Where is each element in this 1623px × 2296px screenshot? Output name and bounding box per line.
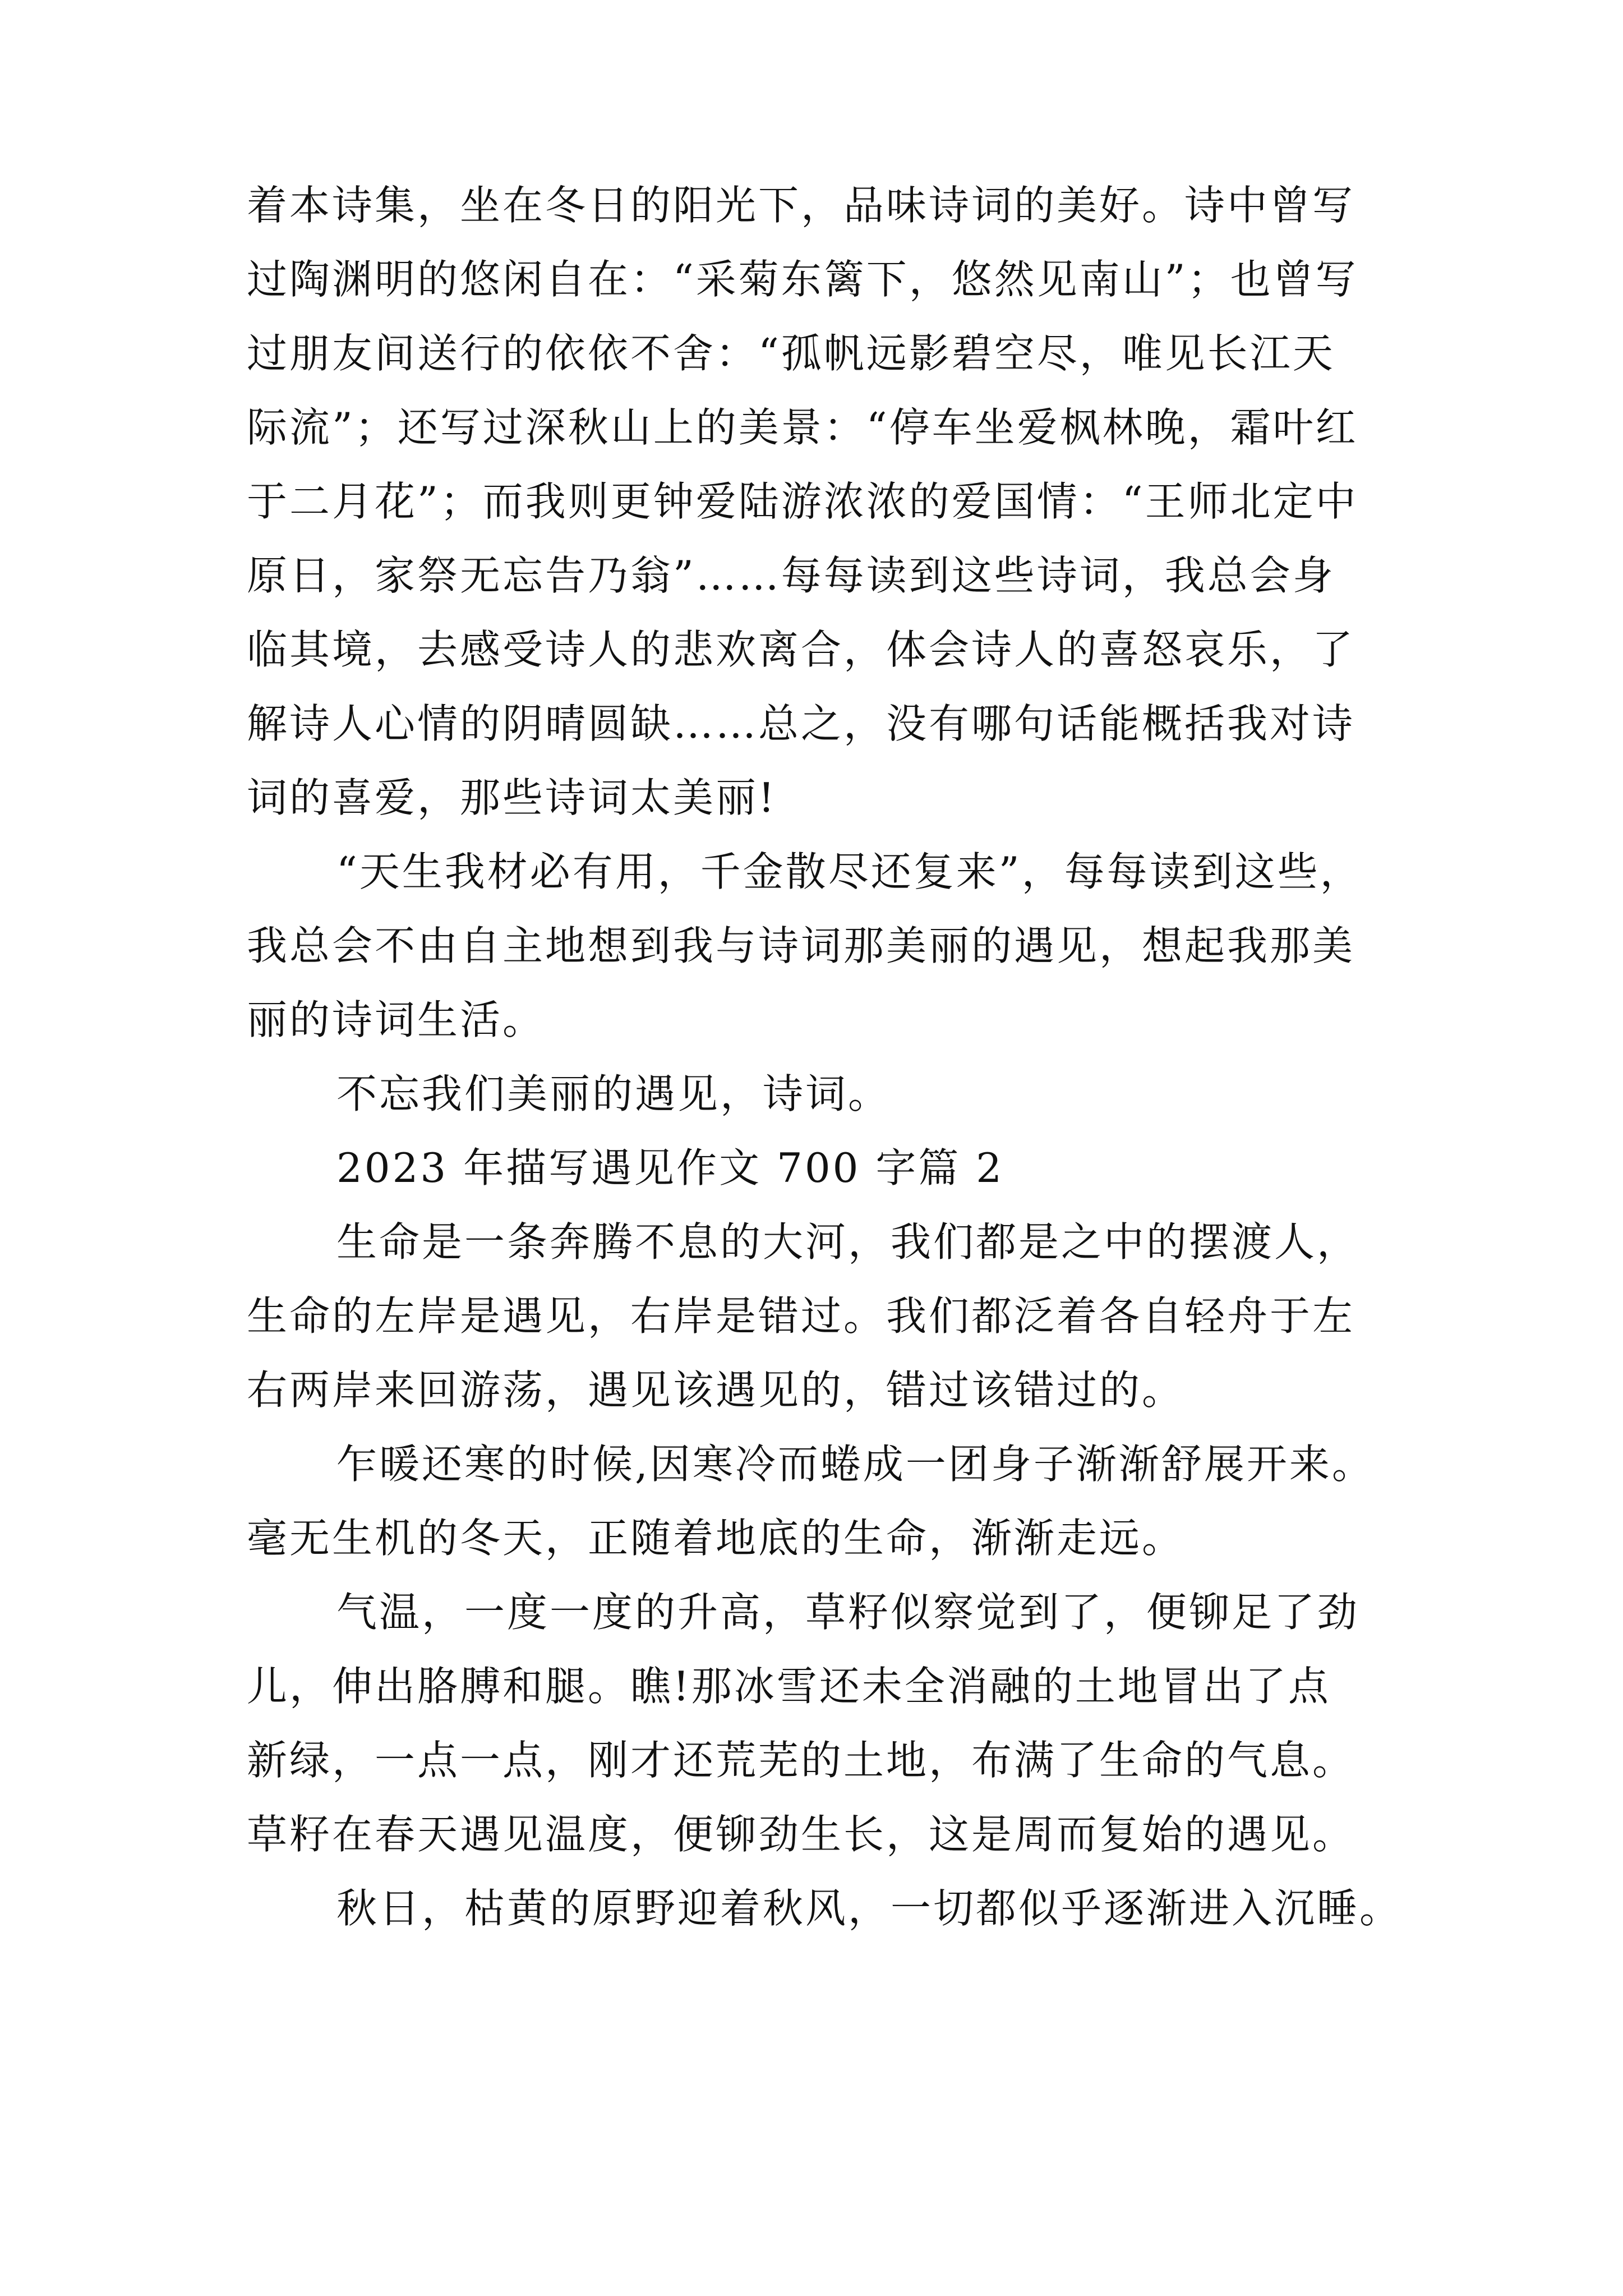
text-line: 词的喜爱，那些诗词太美丽! <box>247 774 777 821</box>
text-line: 乍暖还寒的时候,因寒冷而蜷成一团身子渐渐舒展开来。 <box>336 1441 1375 1488</box>
text-line: 解诗人心情的阴晴圆缺……总之，没有哪句话能概括我对诗 <box>247 700 1355 747</box>
text-line: 生命是一条奔腾不息的大河，我们都是之中的摆渡人， <box>336 1218 1360 1266</box>
paragraph-7 <box>247 1575 1413 1871</box>
section-heading <box>247 1131 1413 1205</box>
paragraph-8 <box>247 1871 1413 1945</box>
text-line: 不忘我们美丽的遇见，诗词。 <box>336 1070 891 1117</box>
text-line: 着本诗集，坐在冬日的阳光下，品味诗词的美好。诗中曾写 <box>247 182 1355 229</box>
text-line: 际流”；还写过深秋山上的美景：“停车坐爱枫林晚，霜叶红 <box>247 404 1358 451</box>
paragraph-1 <box>247 168 1413 835</box>
text-line: 右两岸来回游荡，遇见该遇见的，错过该错过的。 <box>247 1366 1185 1414</box>
text-line: 我总会不由自主地想到我与诗词那美丽的遇见，想起我那美 <box>247 922 1355 969</box>
text-line: 过陶渊明的悠闲自在：“采菊东篱下，悠然见南山”；也曾写 <box>247 256 1358 303</box>
paragraph-5 <box>247 1205 1413 1427</box>
text-line: 丽的诗词生活。 <box>247 996 546 1043</box>
paragraph-3 <box>247 1057 1413 1131</box>
paragraph-2 <box>247 835 1413 1057</box>
text-line: 生命的左岸是遇见，右岸是错过。我们都泛着各自轻舟于左 <box>247 1292 1355 1340</box>
text-line: 草籽在春天遇见温度，便铆劲生长，这是周而复始的遇见。 <box>247 1811 1355 1858</box>
text-line: 秋日，枯黄的原野迎着秋风，一切都似乎逐渐进入沉睡。 <box>336 1885 1403 1932</box>
text-line: 新绿，一点一点，刚才还荒芜的土地，布满了生命的气息。 <box>247 1737 1355 1784</box>
text-line: 原日，家祭无忘告乃翁”……每每读到这些诗词，我总会身 <box>247 552 1335 599</box>
text-line: 气温，一度一度的升高，草籽似察觉到了，便铆足了劲 <box>336 1589 1360 1636</box>
text-line: 过朋友间送行的依依不舍：“孤帆远影碧空尽，唯见长江天 <box>247 330 1335 377</box>
text-line: 毫无生机的冬天，正随着地底的生命，渐渐走远。 <box>247 1515 1185 1562</box>
text-line: 儿，伸出胳膊和腿。瞧!那冰雪还未全消融的土地冒出了点 <box>247 1663 1331 1710</box>
paragraph-6 <box>247 1427 1413 1575</box>
text-line: 临其境，去感受诗人的悲欢离合，体会诗人的喜怒哀乐，了 <box>247 626 1355 673</box>
document-body <box>247 168 1413 1945</box>
text-line: 于二月花”；而我则更钟爱陆游浓浓的爱国情：“王师北定中 <box>247 478 1358 525</box>
heading-line: 2023 年描写遇见作文 700 字篇 2 <box>336 1144 1004 1191</box>
text-line: “天生我材必有用，千金散尽还复来”，每每读到这些， <box>336 848 1363 895</box>
